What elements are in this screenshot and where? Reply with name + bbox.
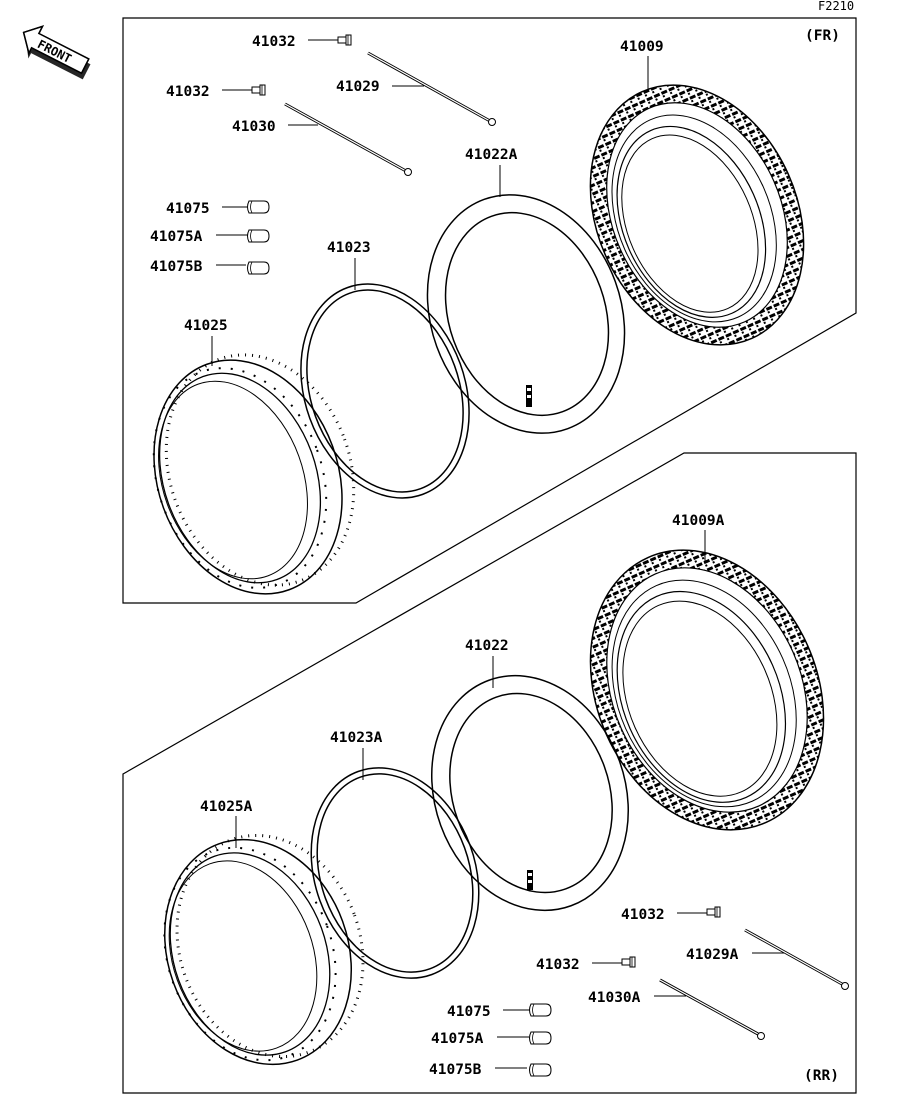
rear-label-cap-a: 41075A: [431, 1031, 484, 1047]
rear-section-label: (RR): [804, 1068, 839, 1084]
front-label-cap-a: 41075A: [150, 229, 203, 245]
front-label-valve-a: 41032: [252, 34, 296, 50]
front-spoke-short: [285, 104, 412, 176]
front-label-spoke-long: 41029: [336, 79, 380, 95]
rear-label-cap: 41075: [447, 1004, 491, 1020]
front-label: FRONT: [35, 37, 74, 66]
rear-valve-b: [622, 957, 635, 967]
front-label-rim: 41025: [184, 318, 228, 334]
front-cap-b: [248, 262, 270, 274]
rear-label-spoke-long: 41029A: [686, 947, 739, 963]
rear-spoke-long: [745, 930, 849, 990]
front-label-cap-b: 41075B: [150, 259, 203, 275]
front-panel: [122, 18, 856, 621]
rear-spoke-short: [660, 980, 765, 1040]
front-valve-b: [252, 85, 265, 95]
front-valve-a: [338, 35, 351, 45]
front-spoke-long: [368, 53, 496, 126]
rear-label-valve-b: 41032: [536, 957, 580, 973]
front-tire: [551, 51, 844, 379]
front-section-label: (FR): [805, 28, 840, 44]
rear-label-rim-band: 41023A: [330, 730, 383, 746]
front-cap-a: [248, 230, 270, 242]
rear-valve-a: [707, 907, 720, 917]
rear-label-valve-a: 41032: [621, 907, 665, 923]
rear-cap-b: [530, 1064, 552, 1076]
front-direction-arrow: [14, 20, 96, 85]
front-rim: [122, 328, 385, 620]
rear-label-rim: 41025A: [200, 799, 253, 815]
rear-tire: [548, 513, 867, 867]
rear-panel: [123, 453, 866, 1093]
figure-code: F2210: [818, 0, 855, 13]
rear-label-spoke-short: 41030A: [588, 990, 641, 1006]
front-label-tube: 41022A: [465, 147, 518, 163]
front-label-tire: 41009: [620, 39, 664, 55]
rear-cap: [530, 1004, 552, 1016]
front-cap: [248, 201, 270, 213]
front-label-cap: 41075: [166, 201, 210, 217]
rear-label-tube: 41022: [465, 638, 509, 654]
rear-cap-a: [530, 1032, 552, 1044]
rear-rim: [134, 809, 393, 1091]
front-label-valve-b: 41032: [166, 84, 210, 100]
front-label-rim-band: 41023: [327, 240, 371, 256]
rear-label-cap-b: 41075B: [429, 1062, 482, 1078]
front-label-spoke-short: 41030: [232, 119, 276, 135]
rear-label-tire: 41009A: [672, 513, 725, 529]
